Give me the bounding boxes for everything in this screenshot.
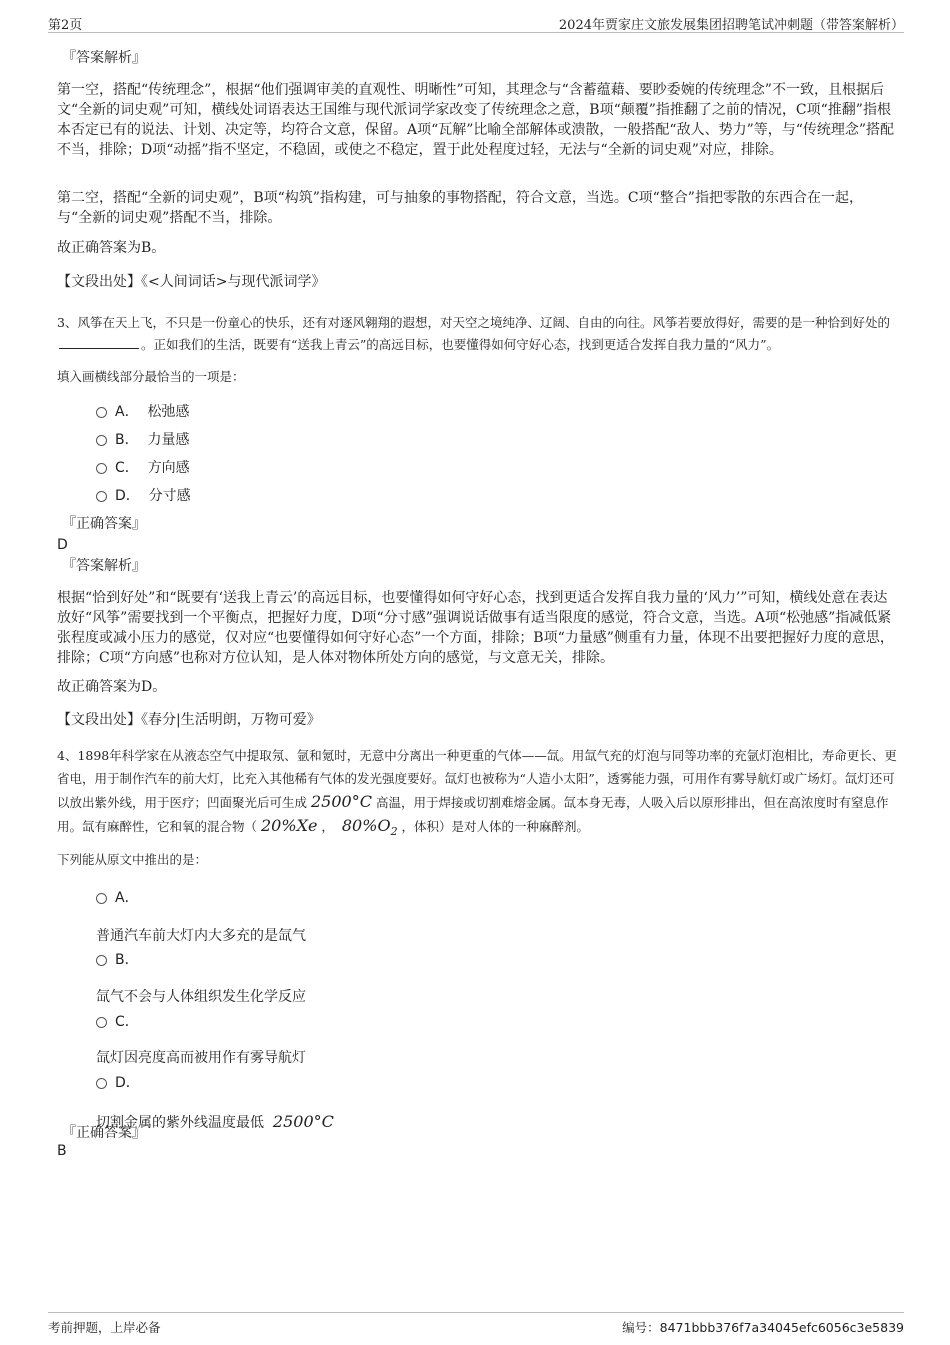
q2-analysis-para2: 第二空，搭配“全新的词史观”，B项“构筑”指构建，可与抽象的事物搭配，符合文意，当选。C项“整合”指把零散的东西合在一起，与“全新的词史观”搭配不当，排除。	[57, 190, 863, 226]
document-title: 2024年贾家庄文旅发展集团招聘笔试冲刺题（带答案解析）	[558, 18, 904, 33]
option-letter: C．	[115, 460, 139, 476]
separator: ，	[321, 819, 334, 834]
q2-source: 【文段出处】《<人间词话>与现代派词学》	[57, 274, 326, 290]
q3-stem-part1: 3、风筝在天上飞，不只是一份童心的快乐，还有对逐风翱翔的遐想，对天空之境纯净、辽阔、自由的向往。风筝若要放得好，需要的是一种恰到好处的	[57, 315, 890, 330]
q4-answer: B	[57, 1143, 67, 1159]
option-letter: D．	[115, 488, 140, 504]
radio-icon[interactable]	[96, 435, 107, 446]
q3-prompt: 填入画横线部分最恰当的一项是：	[57, 369, 245, 384]
q4-option-d[interactable]	[96, 1072, 140, 1094]
document-id: 编号：8471bbb376f7a34045efc6056c3e5839	[622, 1320, 904, 1335]
q3-option-a[interactable]	[96, 401, 189, 423]
temperature-formula: 2500°C	[272, 1112, 334, 1131]
q4-option-c-text: 氙灯因亮度高而被用作有雾导航灯	[96, 1050, 306, 1066]
q3-stem-part2: 。正如我们的生活，既要有“送我上青云”的高远目标，也要懂得如何守好心态，找到更适合发挥自我力量的“风力”。	[141, 337, 780, 352]
page-footer	[48, 1312, 904, 1335]
temperature-formula: 2500°C	[311, 792, 372, 811]
q3-option-c[interactable]	[96, 457, 190, 479]
q2-analysis-para1: 第一空，搭配“传统理念”，根据“他们强调审美的直观性、明晰性”可知，其理念与“含蓄蕴藉、要眇委婉的传统理念”不一致，且根据后文“全新的词史观”可知，横线处词语表达王国维与现代派词学家改变了传统理念之意，B项“颠覆”指推翻了之前的情况，C项“推翻”指根本否定已有的说法、计划、决定等，均符合文意，保留。A项“瓦解”比喻全部解体或溃散，一般搭配“敌人、势力”等，与“传统理念”搭配不当，排除；D项“动摇”指不坚定，不稳固，或使之不稳定，置于此处程度过轻，无法与“全新的词史观”对应，排除。	[57, 82, 895, 158]
option-text: 力量感	[147, 432, 190, 448]
option-text: 方向感	[147, 460, 190, 476]
radio-icon[interactable]	[96, 463, 107, 474]
radio-icon[interactable]	[96, 1017, 107, 1028]
q4-answer-heading: 『正确答案』	[62, 1125, 146, 1141]
radio-icon[interactable]	[96, 893, 107, 904]
q4-stem-part3: ，体积）是对人体的一种麻醉剂。	[401, 819, 590, 834]
radio-icon[interactable]	[96, 1078, 107, 1089]
q2-analysis-heading: 『答案解析』	[62, 50, 146, 66]
q3-analysis: 根据“恰到好处”和“既要有‘送我上青云’的高远目标，也要懂得如何守好心态，找到更适合发挥自我力量的‘风力’”可知，横线处意在表达放好“风筝”需要找到一个平衡点，把握好力度，D项“分寸感”强调说话做事有适当限度的感觉，符合文意，当选。A项“松弛感”指减低紧张程度或减小压力的感觉，仅对应“也要懂得如何守好心态”一个方面，排除；B项“力量感”侧重有力量，体现不出要把握好力度的意思，排除；C项“方向感”也称对方位认知，是人体对物体所处方向的感觉，与文意无关，排除。	[57, 590, 894, 666]
q3-conclusion: 故正确答案为D。	[57, 679, 167, 695]
option-letter: B．	[115, 952, 139, 968]
q4-option-c[interactable]	[96, 1011, 139, 1033]
q2-conclusion: 故正确答案为B。	[57, 240, 166, 256]
option-letter: A．	[115, 404, 139, 420]
radio-icon[interactable]	[96, 491, 107, 502]
option-text: 松弛感	[147, 404, 190, 420]
oxygen-subscript: 2	[390, 825, 398, 839]
page-number: 第2页	[48, 18, 83, 33]
option-letter: B．	[115, 432, 139, 448]
option-letter: D．	[115, 1075, 140, 1091]
q3-answer: D	[57, 537, 68, 553]
radio-icon[interactable]	[96, 407, 107, 418]
oxygen-formula	[341, 816, 398, 839]
q4-option-a[interactable]	[96, 887, 139, 909]
q3-analysis-heading: 『答案解析』	[62, 558, 146, 574]
xenon-formula: 20%Xe	[261, 816, 318, 835]
page-header	[48, 12, 904, 33]
q3-blank	[59, 336, 139, 349]
q4-stem-part2: 高温，用于焊接或切割难熔金属。氙本身无毒，人吸入后以原形排出，但在高浓度时有窒息作用。氙有麻醉性，它和氧的混合物（	[57, 795, 889, 834]
q3-option-d[interactable]	[96, 485, 191, 507]
oxygen-percent: 80%O	[341, 816, 391, 835]
q4-option-a-text: 普通汽车前大灯内大多充的是氙气	[96, 928, 306, 944]
footer-slogan: 考前押题，上岸必备	[48, 1320, 161, 1335]
q3-source: 【文段出处】《春分|生活明朗，万物可爱》	[57, 712, 321, 728]
q4-prompt: 下列能从原文中推出的是：	[57, 852, 208, 867]
q4-option-b-text: 氙气不会与人体组织发生化学反应	[96, 989, 306, 1005]
q3-answer-heading: 『正确答案』	[62, 516, 146, 532]
radio-icon[interactable]	[96, 955, 107, 966]
option-letter: C．	[115, 1014, 139, 1030]
q4-stem	[57, 744, 897, 843]
q4-option-b[interactable]	[96, 949, 139, 971]
q3-stem	[57, 312, 897, 356]
q3-option-b[interactable]	[96, 429, 190, 451]
option-text: 分寸感	[148, 488, 191, 504]
q4-stem-part1: 4、1898年科学家在从液态空气中提取氖、氩和氪时，无意中分离出一种更重的气体——氙。用氙气充的灯泡与同等功率的充氩灯泡相比，寿命更长、更省电，用于制作汽车的前大灯，比充入其他稀有气体的发光强度要好。氙灯也被称为“人造小太阳”，透雾能力强，可用作有雾导航灯或广场灯。氙灯还可以放出紫外线，用于医疗；凹面聚光后可生成	[57, 748, 897, 810]
option-letter: A．	[115, 890, 139, 906]
option-text: 切割金属的紫外线温度最低	[96, 1115, 264, 1131]
